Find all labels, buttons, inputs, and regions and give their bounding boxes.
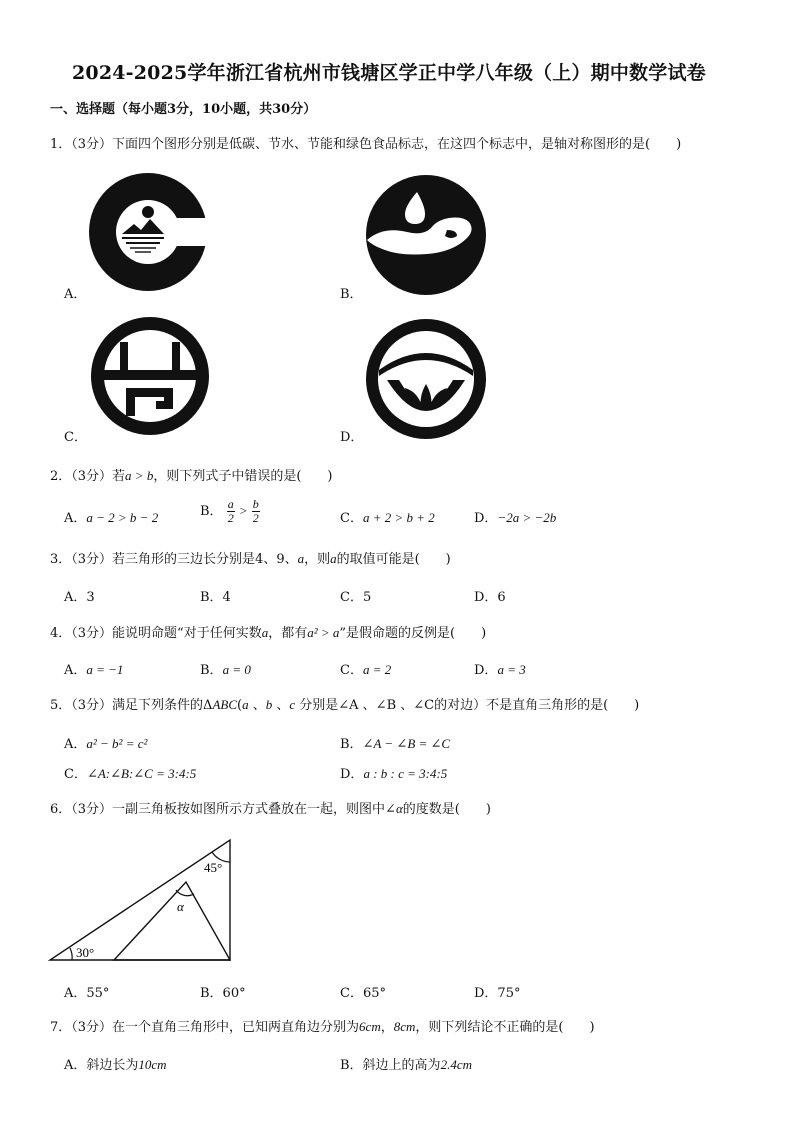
q2-stem-suffix: ，则下列式子中错误的是( ) <box>153 469 333 484</box>
q2-stem-prefix: 2．（3分）若 <box>50 469 126 484</box>
q7-option-b: B．斜边上的高为2.4cm <box>340 1057 472 1073</box>
question-2-stem <box>50 465 332 484</box>
label-45: 45° <box>204 860 223 875</box>
q4-option-b: B．a = 0 <box>200 662 251 678</box>
low-carbon-logo-icon <box>88 172 208 292</box>
question-1-stem: 1．（3分）下面四个图形分别是低碳、节水、节能和绿色食品标志，在这四个标志中，是轴对称图形的是( ) <box>50 137 682 152</box>
q3-option-b: B．4 <box>200 590 231 605</box>
option-b-label: B． <box>340 287 363 302</box>
q7-option-a: A．斜边长为10cm <box>64 1057 167 1073</box>
q2-option-c: C．a + 2 > b + 2 <box>340 510 435 526</box>
question-6-stem: 6．（3分）一副三角板按如图所示方式叠放在一起，则图中∠α的度数是( ) <box>50 801 491 817</box>
q2-option-b: B． $\frac{a}{2}$ > $\frac{b}{2}$ <box>200 497 259 525</box>
fraction-a-over-2: $\frac{a}{2}$ <box>227 497 234 525</box>
q5-option-d: D．a : b : c = 3:4:5 <box>340 766 448 782</box>
label-30: 30° <box>76 945 95 960</box>
label-alpha: α <box>177 899 184 914</box>
question-4-stem: 4．（3分）能说明命题“对于任何实数a，都有a² > a”是假命题的反例是( ) <box>50 625 487 641</box>
q5-option-c: C．∠A:∠B:∠C = 3:4:5 <box>64 766 197 782</box>
q6-option-d: D．75° <box>474 986 521 1001</box>
q5-option-b: B．∠A − ∠B = ∠C <box>340 736 451 752</box>
question-5-stem: 5．（3分）满足下列条件的ΔABC(a 、b 、c 分别是∠A 、∠B 、∠C的对边）不是直角三角形的是( ) <box>50 697 640 713</box>
q2-option-a: A．a − 2 > b − 2 <box>64 510 159 526</box>
water-saving-logo-icon <box>365 174 487 296</box>
q3-option-d: D．6 <box>474 590 506 605</box>
section-heading: 一、选择题（每小题3分，10小题，共30分） <box>50 102 317 117</box>
q3-option-c: C．5 <box>340 590 372 605</box>
energy-saving-logo-icon <box>90 316 210 436</box>
q6-option-c: C．65° <box>340 986 386 1001</box>
q6-option-b: B．60° <box>200 986 246 1001</box>
q5-option-a: A．a² − b² = c² <box>64 736 148 752</box>
q4-option-d: D．a = 3 <box>474 662 526 678</box>
question-3-stem: 3．（3分）若三角形的三边长分别是4、9、a，则a的取值可能是( ) <box>50 551 451 567</box>
green-food-logo-icon <box>365 318 487 440</box>
q6-option-a: A．55° <box>64 986 110 1001</box>
triangle-set-figure <box>44 834 240 966</box>
option-d-label: D． <box>340 430 364 445</box>
question-7-stem: 7．（3分）在一个直角三角形中，已知两直角边分别为6cm，8cm，则下列结论不正确的是( ) <box>50 1019 595 1035</box>
fraction-b-over-2: $\frac{b}{2}$ <box>252 497 259 525</box>
q4-option-c: C．a = 2 <box>340 662 392 678</box>
q2-stem-math: a > b <box>125 468 154 483</box>
q3-option-a: A．3 <box>64 590 95 605</box>
option-a-label: A． <box>64 287 87 302</box>
page-title: 2024-2025学年浙江省杭州市钱塘区学正中学八年级（上）期中数学试卷 <box>72 62 706 84</box>
option-c-label: C． <box>64 430 87 445</box>
q2-option-d: D．−2a > −2b <box>474 510 557 526</box>
q4-option-a: A．a = −1 <box>64 662 124 678</box>
